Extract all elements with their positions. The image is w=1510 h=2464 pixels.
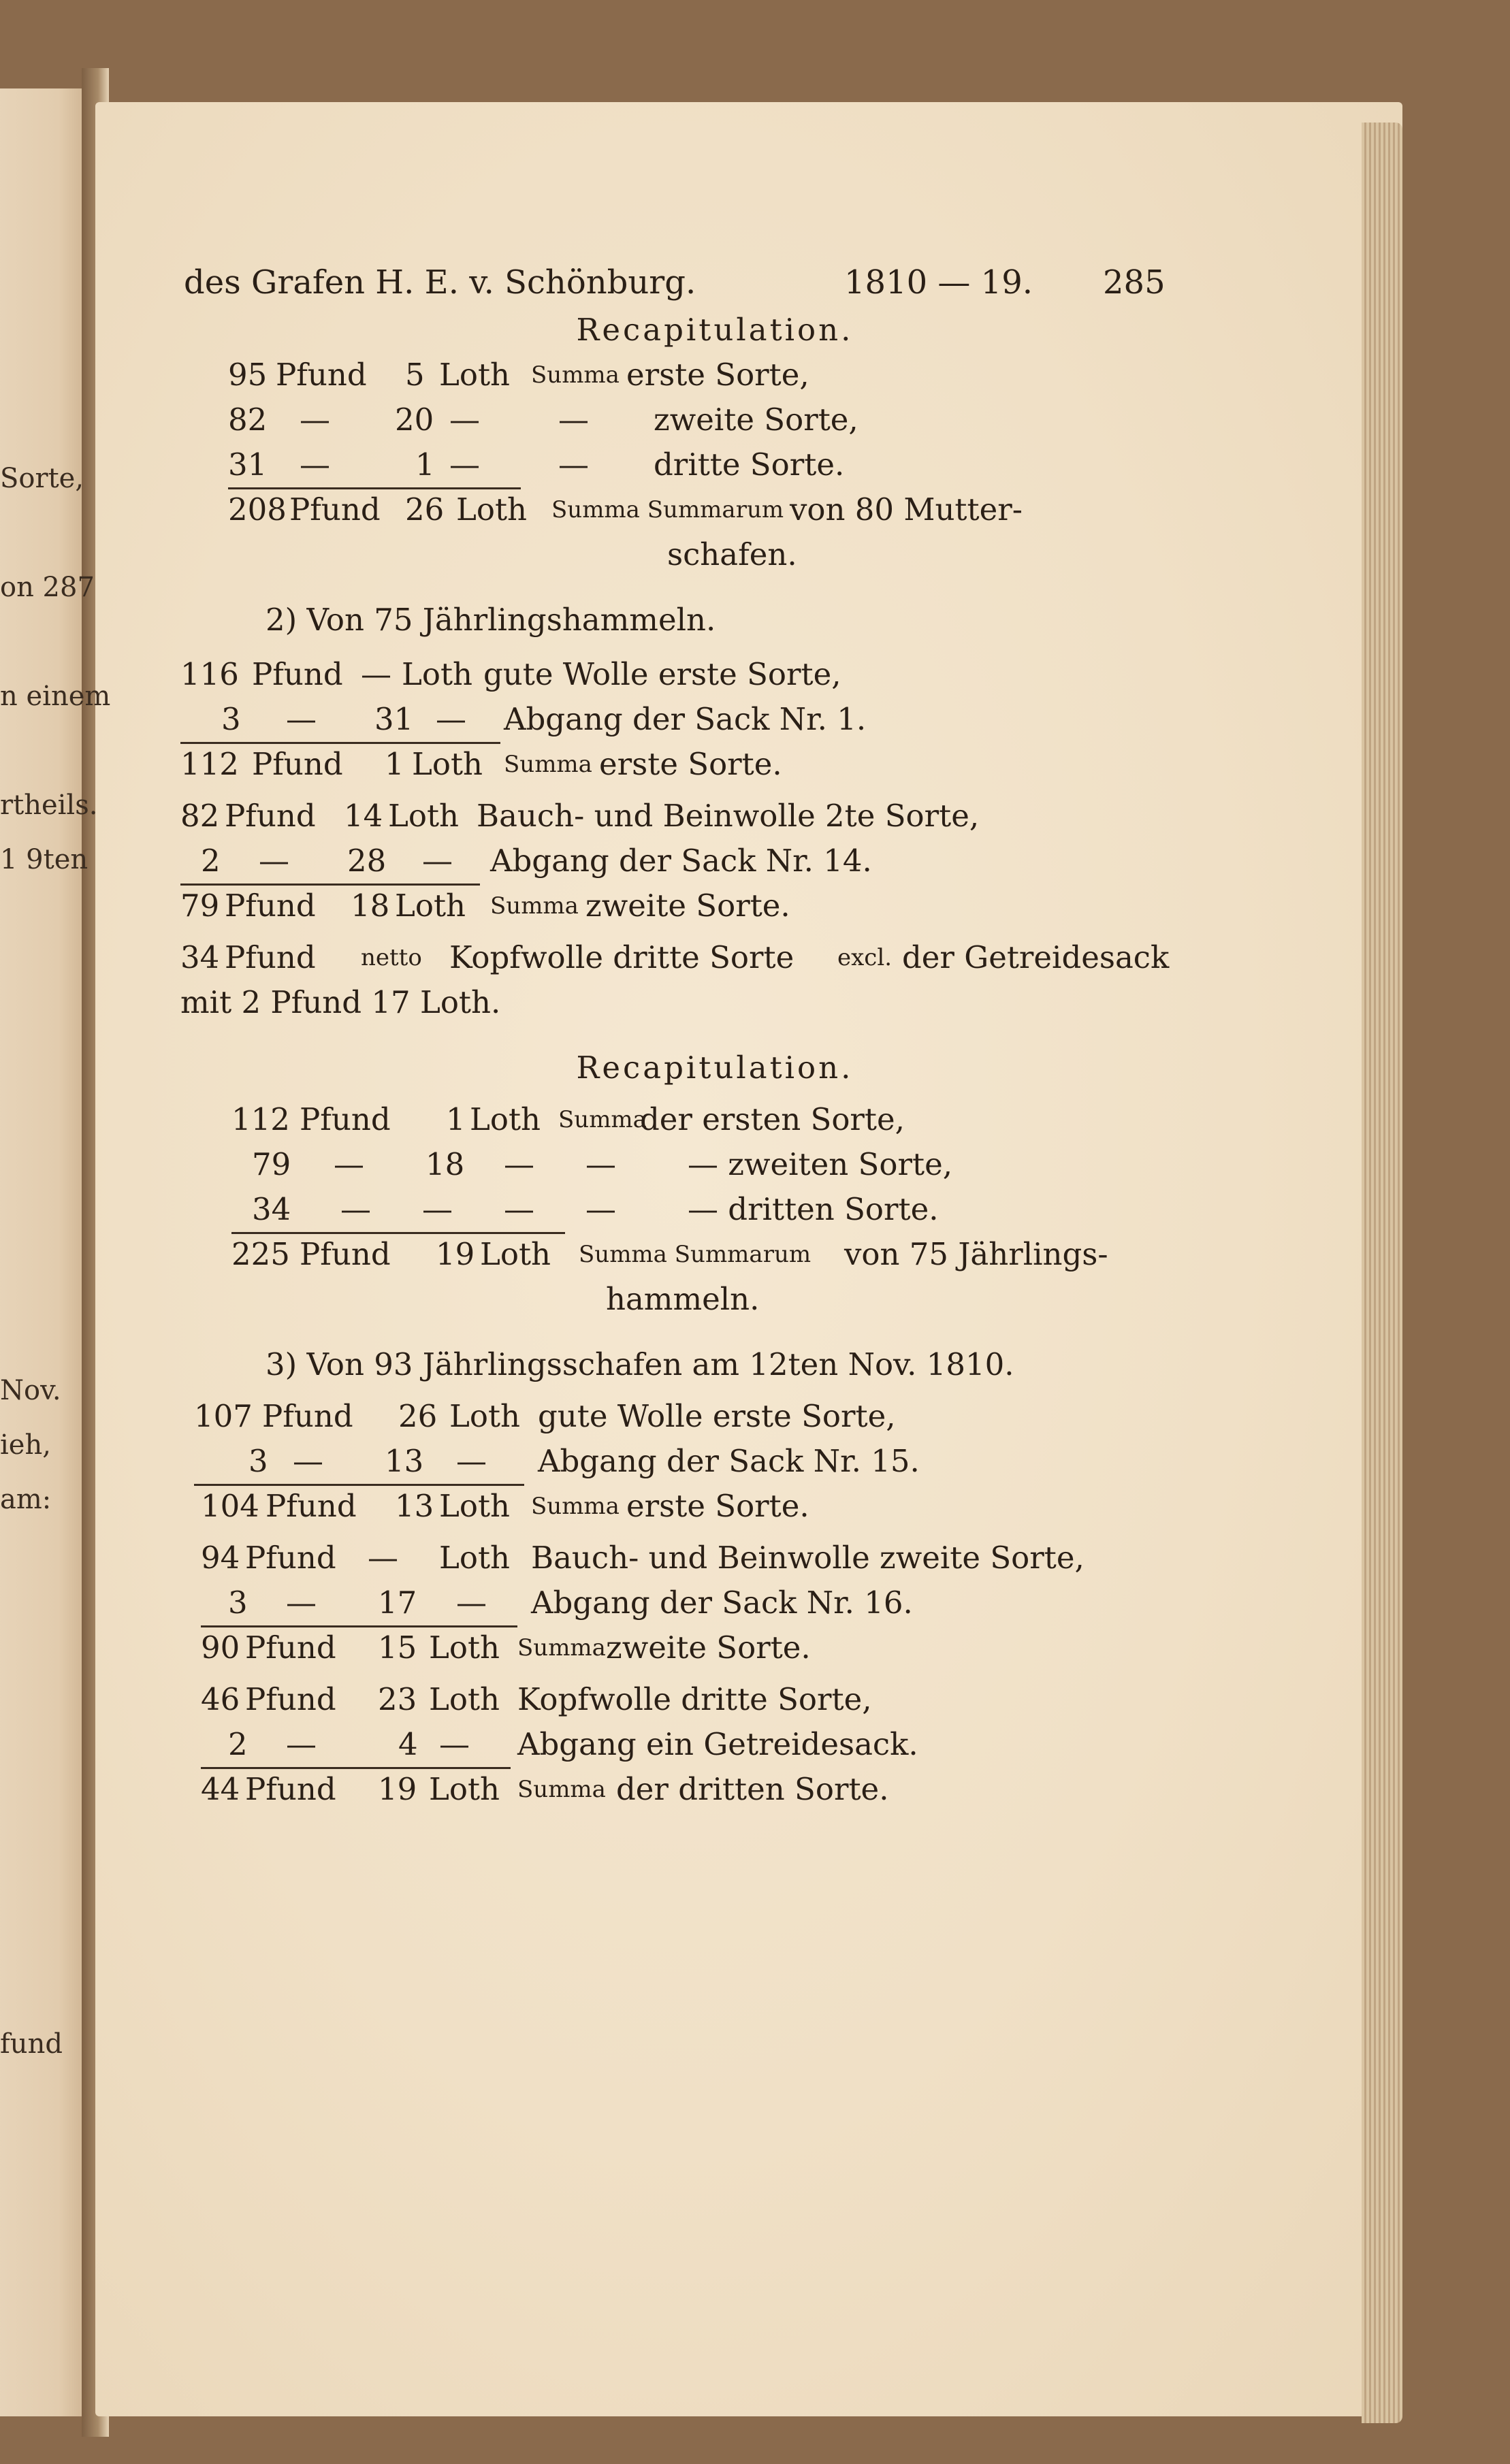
description: gute Wolle erste Sorte, (538, 1398, 896, 1434)
summa-label: Summa (504, 751, 592, 778)
running-header (163, 259, 1266, 306)
recap1-heading-line (163, 309, 1266, 351)
sec2-line (163, 795, 1266, 837)
unit: Pfund (252, 746, 343, 782)
unit: Loth (480, 1236, 551, 1272)
sec3-line (163, 1679, 1266, 1721)
amount: 18 (425, 1146, 465, 1182)
sec2-subtotal (163, 743, 1266, 785)
sec3-subtotal (163, 1768, 1266, 1811)
recap2-heading-line (163, 1047, 1266, 1089)
sort-label: erste Sorte, (626, 357, 809, 393)
amount: 3 (221, 701, 241, 737)
sec3-line (163, 1395, 1266, 1438)
dash: — (436, 701, 466, 737)
description: Abgang ein Getreidesack. (517, 1726, 918, 1762)
amount: 82 (228, 402, 268, 438)
continuation: schafen. (667, 536, 797, 572)
left-fragment: n einem (0, 681, 111, 712)
amount: 28 (347, 843, 387, 879)
amount: 19 (378, 1771, 417, 1807)
header-years: 1810 — 19. (844, 263, 1033, 302)
recap1-total-cont (163, 534, 1266, 576)
unit: Loth (429, 1681, 500, 1717)
summa-label: Summa (558, 1106, 647, 1133)
dash: — (422, 1191, 453, 1227)
amount: 1 (446, 1101, 466, 1137)
dash: — (361, 656, 391, 692)
sec2-line-cont (163, 982, 1266, 1024)
unit: Loth (439, 357, 511, 393)
sort-label: erste Sorte. (626, 1488, 809, 1524)
summa-label: Summa (531, 1493, 620, 1520)
description: gute Wolle erste Sorte, (483, 656, 841, 692)
amount: 225 (231, 1236, 290, 1272)
amount: 17 (378, 1585, 417, 1621)
left-fragment: 1 9ten (0, 844, 89, 875)
amount: 79 (180, 888, 220, 924)
dash: — (504, 1191, 534, 1227)
unit: Loth (402, 656, 473, 692)
total-text: von 80 Mutter- (790, 491, 1023, 528)
description: Abgang der Sack Nr. 15. (538, 1443, 920, 1479)
amount: 19 (436, 1236, 475, 1272)
unit: Loth (439, 1488, 511, 1524)
unit: Pfund (300, 1236, 391, 1272)
description: Abgang der Sack Nr. 16. (531, 1585, 913, 1621)
sec3-line (163, 1582, 1266, 1624)
dash: — (422, 843, 453, 879)
sort-label: dritte Sorte. (654, 447, 845, 483)
sec3-subtotal (163, 1485, 1266, 1527)
recap2-line (163, 1099, 1266, 1141)
sort-label: — zweiten Sorte, (688, 1146, 953, 1182)
amount: 23 (378, 1681, 417, 1717)
recap2-total (163, 1233, 1266, 1276)
unit: Loth (429, 1630, 500, 1666)
amount: 82 (180, 798, 220, 834)
unit: Loth (456, 491, 528, 528)
amount: 107 (194, 1398, 253, 1434)
left-fragment: on 287 (0, 572, 95, 603)
continuation: hammeln. (606, 1281, 760, 1317)
sec2-subtotal (163, 885, 1266, 927)
amount: 2 (228, 1726, 248, 1762)
dash: — (286, 1585, 317, 1621)
amount: 20 (395, 402, 434, 438)
dash: — (286, 701, 317, 737)
amount: 34 (252, 1191, 291, 1227)
sort-label: zweite Sorte, (654, 402, 858, 438)
amount: 79 (252, 1146, 291, 1182)
left-fragment: Nov. (0, 1375, 61, 1406)
recap2-line (163, 1188, 1266, 1231)
dash: — (585, 1191, 616, 1227)
sort-label: erste Sorte. (599, 746, 782, 782)
dash: — (286, 1726, 317, 1762)
summa-label: Summa (517, 1776, 606, 1803)
description: Bauch- und Beinwolle zweite Sorte, (531, 1540, 1085, 1576)
unit: Loth (429, 1771, 500, 1807)
amount: 112 (231, 1101, 290, 1137)
running-title: des Grafen H. E. v. Schönburg. (184, 263, 696, 302)
description: der Getreidesack (902, 939, 1170, 975)
unit: Loth (449, 1398, 521, 1434)
sec2-line (163, 653, 1266, 696)
left-fragment: rtheils. (0, 790, 98, 821)
section-heading: Recapitulation. (576, 1050, 854, 1086)
amount: 13 (395, 1488, 434, 1524)
unit: Pfund (245, 1681, 336, 1717)
unit: Pfund (245, 1540, 336, 1576)
summa-label: Summa (517, 1634, 606, 1661)
dash: — (334, 1146, 364, 1182)
amount: 116 (180, 656, 239, 692)
amount: 31 (228, 447, 268, 483)
sec3-line (163, 1723, 1266, 1766)
sec3-line (163, 1537, 1266, 1579)
recap2-total-cont (163, 1278, 1266, 1320)
page-text (163, 259, 1266, 1813)
amount: 2 (201, 843, 221, 879)
section-heading: 3) Von 93 Jährlingsschafen am 12ten Nov. 1810. (266, 1346, 1014, 1382)
recap1-total (163, 489, 1266, 531)
sec2-line (163, 840, 1266, 882)
dash: — (558, 447, 589, 483)
left-margin-fragments (0, 408, 111, 2178)
description: Abgang der Sack Nr. 14. (490, 843, 872, 879)
summa-label: Summa (531, 361, 620, 389)
amount: 26 (405, 491, 445, 528)
sort-label: der dritten Sorte. (616, 1771, 889, 1807)
section-heading: 2) Von 75 Jährlingshammeln. (266, 602, 716, 638)
amount: 13 (385, 1443, 424, 1479)
sec2-line (163, 937, 1266, 979)
continuation: mit 2 Pfund 17 Loth. (180, 984, 501, 1020)
amount: 15 (378, 1630, 417, 1666)
unit: Pfund (245, 1771, 336, 1807)
unit: Loth (439, 1540, 511, 1576)
excl-label: excl. (837, 944, 893, 971)
sort-label: zweite Sorte. (606, 1630, 811, 1666)
amount: 26 (398, 1398, 438, 1434)
unit: Loth (412, 746, 483, 782)
sort-label: der ersten Sorte, (640, 1101, 905, 1137)
sort-label: — dritten Sorte. (688, 1191, 939, 1227)
description: Kopfwolle dritte Sorte (449, 939, 794, 975)
total-text: von 75 Jährlings- (844, 1236, 1108, 1272)
amount: 1 (415, 447, 435, 483)
dash: — (504, 1146, 534, 1182)
page-number: 285 (1103, 263, 1166, 302)
amount: 34 (180, 939, 220, 975)
left-fragment: ieh, (0, 1429, 51, 1461)
sort-label: zweite Sorte. (585, 888, 790, 924)
dash: — (439, 1726, 470, 1762)
sec2-heading-line (163, 599, 1266, 641)
left-fragment: am: (0, 1484, 52, 1515)
amount: 5 (405, 357, 425, 393)
unit: Pfund (262, 1398, 353, 1434)
page-stack-edge (1362, 123, 1402, 2423)
amount: 14 (344, 798, 383, 834)
dash: — (449, 447, 480, 483)
unit: Loth (388, 798, 460, 834)
unit: Pfund (276, 357, 367, 393)
unit: Pfund (252, 656, 343, 692)
dash: — (293, 1443, 323, 1479)
amount: 46 (201, 1681, 240, 1717)
dash: — (449, 402, 480, 438)
unit: Loth (470, 1101, 541, 1137)
dash: — (300, 447, 330, 483)
amount: 1 (385, 746, 404, 782)
recap1-line (163, 444, 1266, 486)
dash: — (456, 1443, 487, 1479)
amount: 95 (228, 357, 268, 393)
unit: Pfund (300, 1101, 391, 1137)
amount: 31 (374, 701, 414, 737)
amount: 94 (201, 1540, 240, 1576)
dash: — (259, 843, 289, 879)
sec2-line (163, 698, 1266, 741)
amount: 104 (201, 1488, 259, 1524)
unit: Pfund (266, 1488, 357, 1524)
unit: Pfund (225, 798, 316, 834)
amount: 44 (201, 1771, 240, 1807)
amount: 112 (180, 746, 239, 782)
section-heading: Recapitulation. (576, 312, 854, 348)
amount: 18 (351, 888, 390, 924)
amount: 3 (228, 1585, 248, 1621)
amount: 208 (228, 491, 287, 528)
dash: — (368, 1540, 398, 1576)
dash: — (558, 402, 589, 438)
summa-label: Summa Summarum (579, 1241, 812, 1268)
dash: — (340, 1191, 371, 1227)
description: Abgang der Sack Nr. 1. (504, 701, 867, 737)
recap1-line (163, 399, 1266, 441)
unit: Pfund (245, 1630, 336, 1666)
unit: Pfund (225, 888, 316, 924)
unit: Pfund (289, 491, 381, 528)
dash: — (585, 1146, 616, 1182)
amount: 4 (398, 1726, 418, 1762)
unit: Loth (395, 888, 466, 924)
recap2-line (163, 1144, 1266, 1186)
left-fragment: Sorte, (0, 463, 84, 494)
description: Bauch- und Beinwolle 2te Sorte, (477, 798, 980, 834)
sec3-subtotal (163, 1627, 1266, 1669)
unit: Pfund (225, 939, 316, 975)
amount: 3 (248, 1443, 268, 1479)
sec3-line (163, 1440, 1266, 1482)
sec3-heading-line (163, 1344, 1266, 1386)
description: Kopfwolle dritte Sorte, (517, 1681, 872, 1717)
summa-label: Summa Summarum (551, 496, 784, 523)
dash: — (456, 1585, 487, 1621)
dash: — (300, 402, 330, 438)
summa-label: Summa (490, 892, 579, 920)
recap1-line (163, 354, 1266, 396)
amount: 90 (201, 1630, 240, 1666)
netto-label: netto (361, 944, 422, 971)
left-fragment: fund (0, 2028, 63, 2060)
